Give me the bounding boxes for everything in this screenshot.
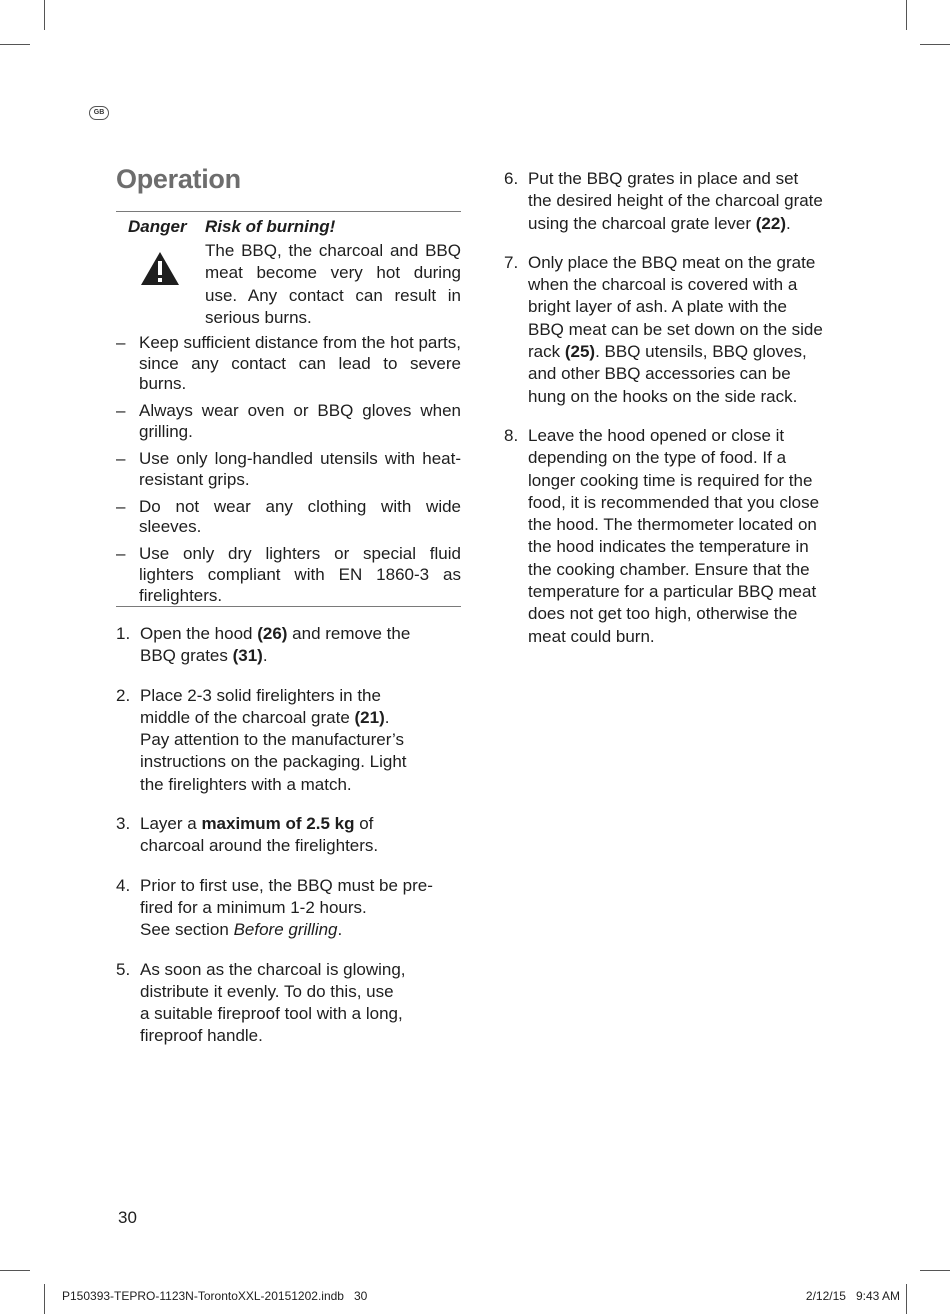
danger-heading: Risk of burning! bbox=[205, 217, 336, 236]
danger-text: The BBQ, the charcoal and BBQ meat become very hot during use. Any contact can result in serious burns. bbox=[205, 241, 461, 327]
steps-list-right bbox=[504, 168, 864, 665]
step-item bbox=[116, 623, 466, 668]
steps-list-left bbox=[116, 623, 466, 1065]
crop-mark bbox=[906, 0, 907, 30]
crop-mark bbox=[920, 1270, 950, 1271]
footer-file-info: P150393-TEPRO-1123N-TorontoXXL-20151202.indb 30 bbox=[62, 1289, 368, 1303]
danger-box-bottom-rule bbox=[116, 606, 461, 607]
step-number: 8. bbox=[504, 425, 519, 445]
bullet-text: Do not wear any clothing with wide sleeves. bbox=[139, 496, 461, 537]
danger-label: Danger bbox=[128, 217, 187, 236]
step-text: Layer a maximum of 2.5 kg of charcoal around the firelighters. bbox=[140, 814, 379, 856]
bullet-text: Keep sufficient distance from the hot parts, since any contact can lead to severe burns. bbox=[139, 333, 461, 394]
page-number: 30 bbox=[118, 1208, 137, 1227]
step-item bbox=[504, 168, 864, 235]
step-item bbox=[116, 875, 466, 942]
step-number: 6. bbox=[504, 169, 519, 188]
step-text: Put the BBQ grates in place and set the desired height of the charcoal grate using the charcoal grate lever (22). bbox=[528, 169, 823, 233]
bullet-marker: – bbox=[116, 448, 126, 468]
bullet-marker: – bbox=[116, 544, 126, 564]
crop-mark bbox=[0, 1270, 30, 1271]
step-text: Place 2-3 solid firelighters in the middle of the charcoal grate (21). Pay attention to the manufacturer’s instructions on the packaging. Light the firelighters with a match. bbox=[140, 685, 407, 794]
part-reference-number: maximum of 2.5 kg bbox=[201, 814, 355, 834]
list-item bbox=[116, 497, 461, 538]
step-item bbox=[504, 425, 864, 648]
list-item bbox=[116, 333, 461, 395]
bullet-marker: – bbox=[116, 401, 126, 421]
step-text: As soon as the charcoal is glowing, distribute it evenly. To do this, use a suitable fireproof tool with a long, fireproof handle. bbox=[140, 959, 406, 1046]
crop-mark bbox=[44, 1284, 45, 1314]
list-item bbox=[116, 544, 461, 606]
part-reference-number: (26) bbox=[257, 624, 288, 643]
language-badge: GB bbox=[89, 106, 109, 120]
step-text: Leave the hood opened or close it depending on the type of food. If a longer cooking time is required for the food, it is recommended that you close the hood. The thermometer located on the hood indicates the temperature in the cooking chamber. Ensure that the temperature for a particular BBQ meat does not get too high, otherwise the meat could burn. bbox=[528, 425, 820, 646]
step-text: Prior to first use, the BBQ must be pre- fired for a minimum 1-2 hours. See section Before grilling. bbox=[140, 875, 433, 940]
part-reference-number: (21) bbox=[354, 707, 385, 727]
bullet-marker: – bbox=[116, 333, 126, 352]
warning-triangle-icon bbox=[140, 251, 180, 286]
bullet-marker: – bbox=[116, 496, 126, 516]
step-number: 2. bbox=[116, 685, 131, 705]
list-item bbox=[116, 449, 461, 490]
step-item bbox=[116, 685, 466, 796]
step-item bbox=[504, 252, 864, 408]
part-reference-number: (25) bbox=[564, 342, 596, 362]
safety-bullet-list bbox=[116, 333, 461, 613]
bullet-text: Use only dry lighters or special fluid lighters compliant with EN 1860-3 as firelighters. bbox=[139, 544, 461, 605]
step-number: 4. bbox=[116, 875, 131, 895]
step-number: 3. bbox=[116, 814, 131, 834]
list-item bbox=[116, 401, 461, 442]
crop-mark bbox=[920, 44, 950, 45]
footer-datetime: 2/12/15 9:43 AM bbox=[805, 1289, 900, 1303]
crop-mark bbox=[44, 0, 45, 30]
danger-box-top-rule bbox=[116, 211, 461, 212]
bullet-text: Use only long-handled utensils with heat-resistant grips. bbox=[139, 448, 461, 489]
step-item bbox=[116, 813, 466, 858]
step-number: 7. bbox=[504, 252, 519, 272]
step-text: Open the hood (26) and remove the BBQ grates (31). bbox=[140, 624, 411, 666]
section-reference: Before grilling bbox=[233, 920, 338, 940]
part-reference-number: (22) bbox=[755, 213, 786, 233]
crop-mark bbox=[0, 44, 30, 45]
step-item bbox=[116, 959, 466, 1048]
part-reference-number: (31) bbox=[232, 646, 263, 666]
section-title: Operation bbox=[116, 164, 241, 194]
bullet-text: Always wear oven or BBQ gloves when grilling. bbox=[139, 401, 461, 441]
step-number: 5. bbox=[116, 959, 131, 979]
crop-mark bbox=[906, 1284, 907, 1314]
step-number: 1. bbox=[116, 624, 131, 643]
step-text: Only place the BBQ meat on the grate when the charcoal is covered with a bright layer of ash. A plate with the BBQ meat can be set down on the side rack (25). BBQ utensils, BBQ gloves, and other BBQ accessories can be hung on the hooks on the side rack. bbox=[528, 252, 823, 406]
